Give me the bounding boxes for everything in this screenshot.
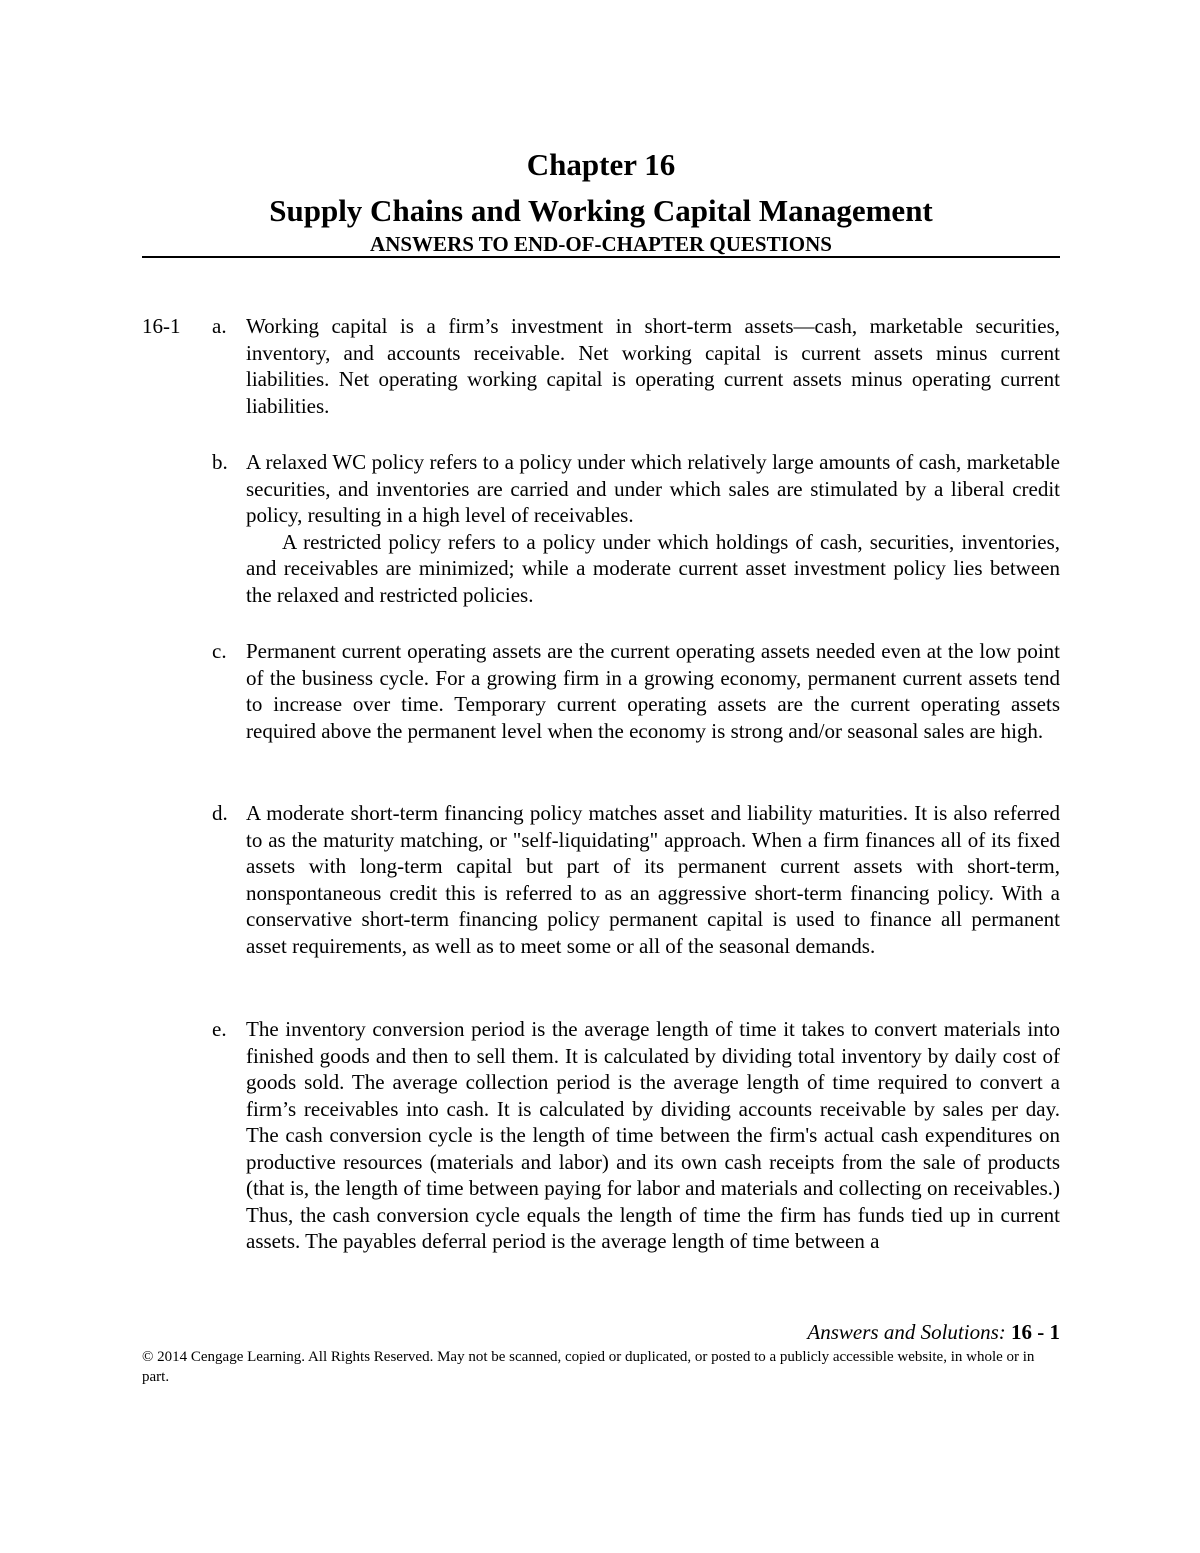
page-footer — [807, 1318, 1060, 1346]
item-paragraph: The inventory conversion period is the average length of time it takes to convert materials into finished goods and then to sell them. It is calculated by dividing total inventory by daily cost of goods sold. The average collection period is the average length of time required to convert a firm’s receivables into cash. It is calculated by dividing accounts receivable by sales per day. The cash conversion cycle is the length of time between the firm's actual cash expenditures on productive resources (materials and labor) and its own cash receipts from the sale of products (that is, the length of time between paying for labor and materials and collecting on receivables.) Thus, the cash conversion cycle equals the length of time the firm has funds tied up in current assets. The payables deferral period is the average length of time between a — [246, 1017, 1060, 1253]
item-paragraph: A relaxed WC policy refers to a policy under which relatively large amounts of cash, marketable securities, and inventories are carried and under which sales are stimulated by a liberal credit policy, resulting in a high level of receivables. — [246, 450, 1060, 527]
page-header — [142, 142, 1060, 258]
section-heading: ANSWERS TO END-OF-CHAPTER QUESTIONS — [370, 232, 832, 256]
answer-item-d — [212, 800, 1060, 959]
footer-label: Answers and Solutions: — [807, 1320, 1006, 1344]
page-number: 16 - 1 — [1011, 1320, 1060, 1344]
item-paragraph: Permanent current operating assets are the current operating assets needed even at the low point of the business cycle. For a growing firm in a growing economy, permanent current assets tend to increase over time. Temporary current operating assets are the current operating assets required above the permanent level when the economy is strong and/or seasonal sales are high. — [246, 639, 1060, 743]
chapter-subtitle: Supply Chains and Working Capital Management — [269, 193, 933, 228]
item-letter: c. — [212, 639, 227, 663]
answer-item-e — [212, 1016, 1060, 1255]
item-letter: d. — [212, 801, 228, 825]
answer-item-a — [212, 313, 1060, 419]
item-letter: a. — [212, 314, 227, 338]
question-number: 16-1 — [142, 314, 181, 338]
chapter-title: Chapter 16 — [526, 147, 676, 182]
answer-item-b — [212, 449, 1060, 608]
item-paragraph: Working capital is a firm’s investment in short-term assets—cash, marketable securities, inventory, and accounts receivable. Net working capital is current assets minus current liabilities. Net operating working capital is operating current assets minus operating current liabilities. — [246, 314, 1060, 418]
answer-item-c — [212, 638, 1060, 744]
item-paragraph: A restricted policy refers to a policy under which holdings of cash, securities, inventories, and receivables are minimized; while a moderate current asset investment policy lies between the relaxed and restricted policies. — [246, 529, 1060, 607]
item-paragraph: A moderate short-term financing policy matches asset and liability maturities. It is also referred to as the maturity matching, or "self-liquidating" approach. When a firm finances all of its fixed assets with long-term capital but part of its permanent current assets with short-term, nonspontaneous credit this is referred to as an aggressive short-term financing policy. With a conservative short-term financing policy permanent capital is used to finance all permanent asset requirements, as well as to meet some or all of the seasonal demands. — [246, 801, 1060, 958]
header-rule — [142, 256, 1060, 258]
item-letter: b. — [212, 450, 228, 474]
item-letter: e. — [212, 1017, 227, 1041]
copyright-notice: © 2014 Cengage Learning. All Rights Reserved. May not be scanned, copied or duplicated, or posted to a publicly accessible website, in whole or in part. — [142, 1349, 1035, 1385]
